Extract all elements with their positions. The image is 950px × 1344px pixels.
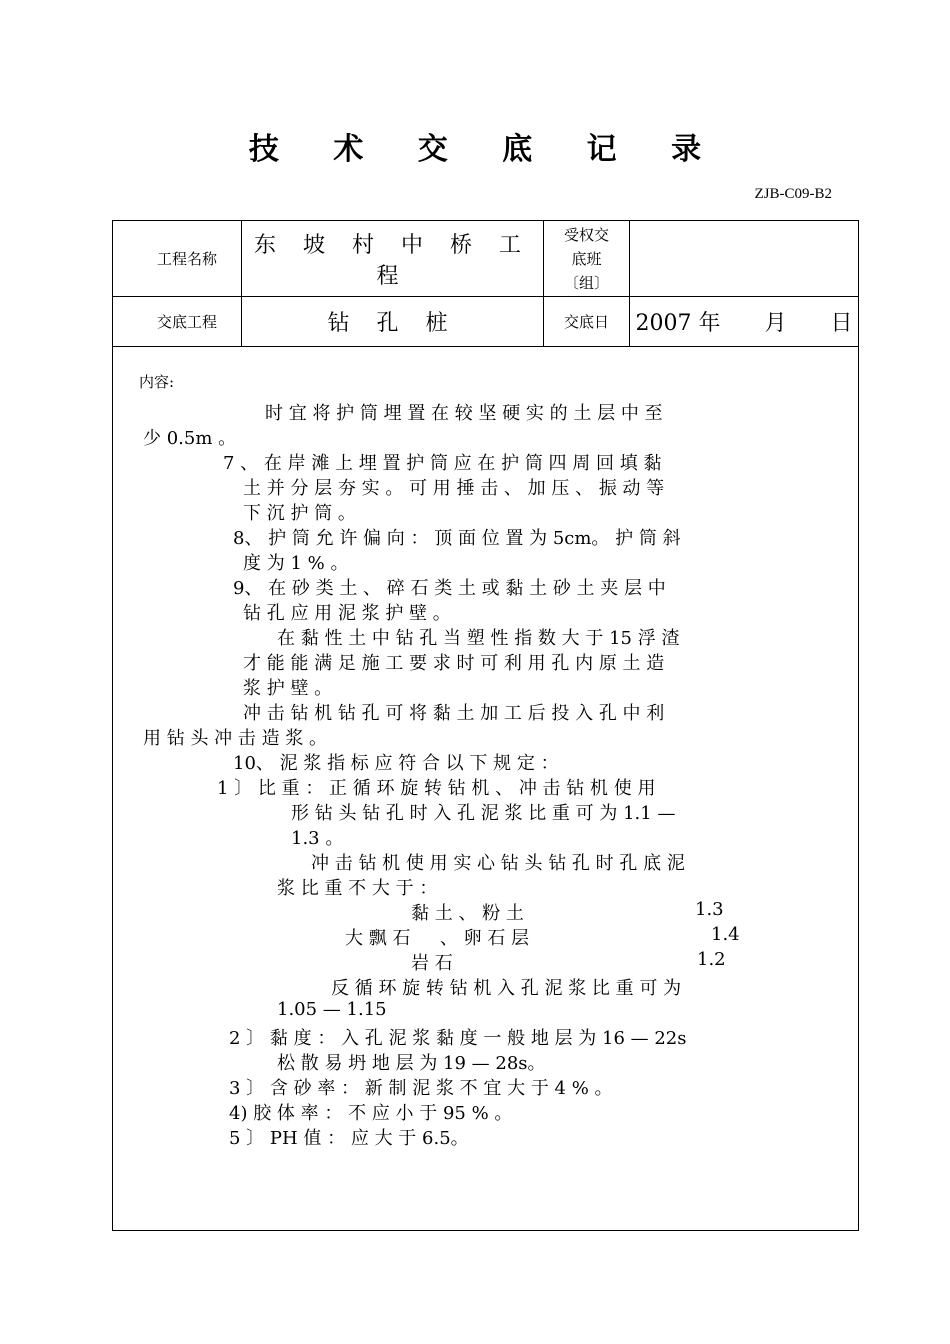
content-line: 冲 击 钻 机 使 用 实 心 钻 头 钻 孔 时 孔 底 泥 bbox=[311, 853, 685, 874]
team-label bbox=[544, 221, 629, 296]
content-line: 土 并 分 层 夯 实 。 可 用 捶 击 、 加 压 、 振 动 等 bbox=[243, 478, 665, 499]
content-line: 浆 比 重 不 大 于 ： bbox=[277, 878, 438, 899]
content-line: 时 宜 将 护 筒 埋 置 在 较 坚 硬 实 的 土 层 中 至 bbox=[265, 403, 663, 424]
content-line: 度 为 1 % 。 bbox=[243, 553, 349, 574]
content-line: 才 能 能 满 足 施 工 要 求 时 可 利 用 孔 内 原 土 造 bbox=[243, 653, 665, 674]
team-label-line-3: 〔组〕 bbox=[563, 273, 609, 292]
content-line: 黏 土 、 粉 土 bbox=[411, 903, 524, 924]
content-line: 少 0.5m 。 bbox=[143, 428, 237, 449]
content-line: 钻 孔 应 用 泥 浆 护 壁 。 bbox=[243, 603, 451, 624]
content-line: 在 黏 性 土 中 钻 孔 当 塑 性 指 数 大 于 15 浮 渣 bbox=[277, 628, 680, 649]
content-label: 内容: bbox=[139, 373, 175, 391]
item-value: 钻 孔 桩 bbox=[327, 311, 458, 336]
item-label: 交底工程 bbox=[156, 313, 217, 331]
team-value bbox=[630, 221, 858, 296]
content-line: 3 〕 含 砂 率 ： 新 制 泥 浆 不 宜 大 于 4 % 。 bbox=[229, 1078, 613, 1099]
document-title: 技 术 交 底 记 录 bbox=[248, 132, 724, 167]
content-line: 浆 护 壁 。 bbox=[243, 678, 333, 699]
content-line: 大 飘 石 、 卵 石 层 bbox=[345, 928, 530, 949]
project-name-value: 东 坡 村 中 桥 工 程 bbox=[254, 232, 531, 289]
content-line: 用 钻 头 冲 击 造 浆 。 bbox=[143, 728, 328, 749]
team-label-line-2: 底班 bbox=[571, 249, 602, 268]
content-line: 1.05 — 1.15 bbox=[277, 999, 387, 1020]
record-form bbox=[112, 220, 859, 1231]
content-line: 8、 护 筒 允 许 偏 向 ： 顶 面 位 置 为 5cm。 护 筒 斜 bbox=[233, 528, 681, 549]
content-line: 10、 泥 浆 指 标 应 符 合 以 下 规 定 ： bbox=[233, 753, 559, 774]
content-line: 形 钻 头 钻 孔 时 入 孔 泥 浆 比 重 可 为 1.1 — bbox=[291, 803, 676, 824]
content-line: 岩 石 bbox=[411, 953, 453, 974]
content-line: 反 循 环 旋 转 钻 机 入 孔 泥 浆 比 重 可 为 bbox=[331, 978, 682, 999]
content-line: 冲 击 钻 机 钻 孔 可 将 黏 土 加 工 后 投 入 孔 中 利 bbox=[243, 703, 665, 724]
content-line: 松 散 易 坍 地 层 为 19 — 28s。 bbox=[277, 1053, 546, 1074]
content-line: 1.4 bbox=[711, 924, 740, 945]
team-label-line-1: 受权交 bbox=[563, 225, 609, 244]
form-code: ZJB-C09-B2 bbox=[754, 186, 832, 202]
content-line: 1.3 。 bbox=[291, 828, 344, 849]
content-line: 2 〕 黏 度 ： 入 孔 泥 浆 黏 度 一 般 地 层 为 16 — 22s bbox=[229, 1028, 687, 1049]
content-line: 1.3 bbox=[695, 899, 724, 920]
date-value: 2007 年 月 日 bbox=[635, 311, 853, 336]
content-line: 1 〕 比 重 ： 正 循 环 旋 转 钻 机 、 冲 击 钻 机 使 用 bbox=[217, 778, 656, 799]
content-line: 7 、 在 岸 滩 上 埋 置 护 筒 应 在 护 筒 四 周 回 填 黏 bbox=[223, 453, 662, 474]
content-line: 5 〕 PH 值 ： 应 大 于 6.5。 bbox=[229, 1128, 469, 1149]
project-name-label: 工程名称 bbox=[156, 250, 217, 268]
content-area bbox=[113, 347, 858, 1227]
content-line: 1.2 bbox=[697, 949, 726, 970]
date-label: 交底日 bbox=[563, 313, 609, 331]
content-line: 下 沉 护 筒 。 bbox=[243, 503, 356, 524]
content-line: 4) 胶 体 率 ： 不 应 小 于 95 % 。 bbox=[229, 1103, 513, 1124]
content-line: 9、 在 砂 类 土 、 碎 石 类 土 或 黏 土 砂 土 夹 层 中 bbox=[233, 578, 666, 599]
